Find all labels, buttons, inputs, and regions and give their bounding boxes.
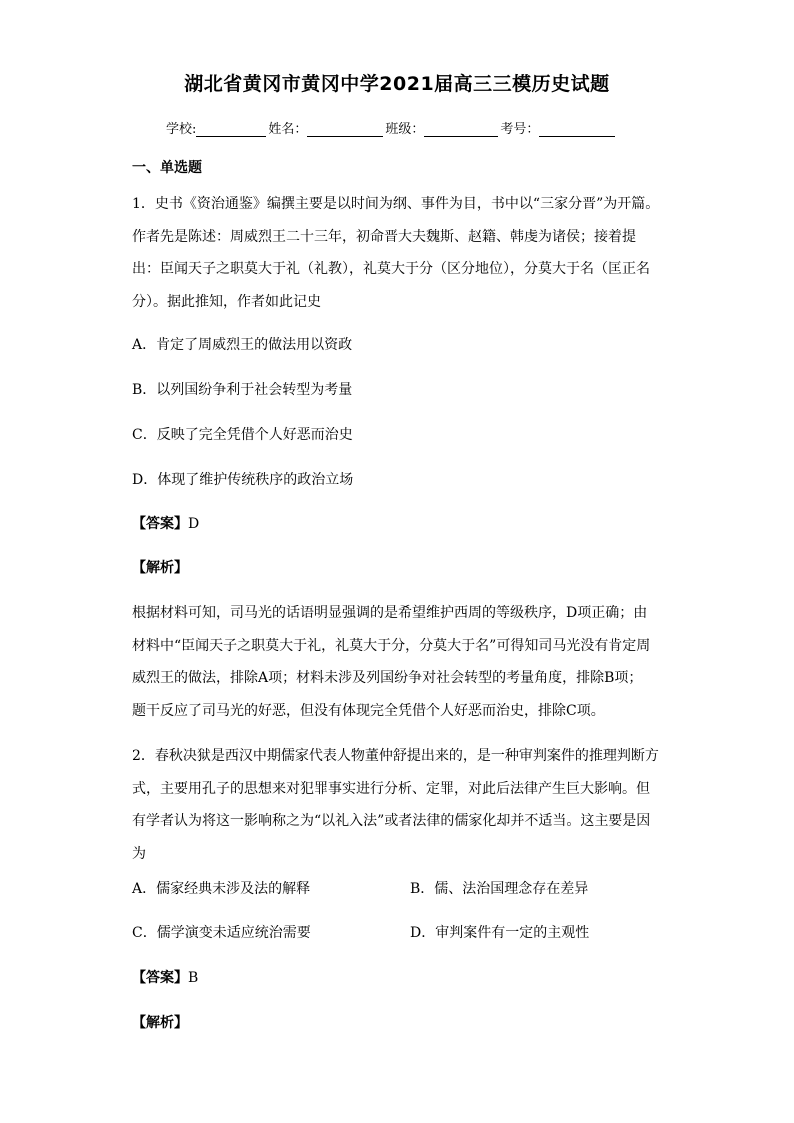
name-label: 姓名： [268,122,308,137]
q1-option-d[interactable]: D．体现了维护传统秩序的政治立场 [132,472,354,488]
answer-value: B [188,970,199,986]
q2-answer [132,967,198,987]
q1-stem-line: 作者先是陈述：周威烈王二十三年，初命晋大夫魏斯、赵籍、韩虔为诸侯；接着提 [132,228,636,245]
q2-analysis-tag: 【解析】 [132,1015,188,1031]
q1-stem [132,188,662,318]
q1-analysis-line: 材料中“臣闻天子之职莫大于礼，礼莫大于分，分莫大于名”可得知司马光没有肯定周 [132,637,651,654]
q1-analysis-line: 根据材料可知，司马光的话语明显强调的是希望维护西周的等级秩序，D项正确；由 [132,605,648,621]
q2-stem-line: 2．春秋决狱是西汉中期儒家代表人物董仲舒提出来的，是一种审判案件的推理判断方 [132,748,659,764]
q1-stem-line: 出：臣闻天子之职莫大于礼（礼教），礼莫大于分（区分地位），分莫大于名（匡正名 [132,261,650,277]
q2-stem-line: 有学者认为将这一影响称之为“以礼入法”或者法律的儒家化却并不适当。这主要是因 [132,813,651,829]
q2-stem [132,740,662,870]
exam-no-label: 考号： [500,122,540,137]
q1-analysis-line: 威烈王的做法，排除A项；材料未涉及列国纷争对社会转型的考量角度，排除B项； [132,670,643,686]
school-label: 学校: [166,122,197,137]
answer-tag: 【答案】 [132,970,188,986]
q2-option-b[interactable]: B．儒、法治国理念存在差异 [410,881,589,897]
q1-option-c[interactable]: C．反映了完全凭借个人好恶而治史 [132,427,353,443]
exam-no-blank[interactable] [539,123,615,137]
q2-stem-line: 式，主要用孔子的思想来对犯罪事实进行分析、定罪，对此后法律产生巨大影响。但 [132,780,650,797]
student-info-row [166,118,617,137]
q1-stem-line: 1．史书《资治通鉴》编撰主要是以时间为纲、事件为目，书中以“三家分晋”为开篇。 [132,196,660,212]
q1-analysis [132,597,662,727]
q1-analysis-tag: 【解析】 [132,560,188,576]
name-blank[interactable] [307,123,383,137]
q1-stem-line: 分）。据此推知，作者如此记史 [132,293,321,310]
q2-option-d[interactable]: D．审判案件有一定的主观性 [410,925,590,941]
page-title: 湖北省黄冈市黄冈中学2021届高三三模历史试题 [184,73,610,95]
q1-option-b[interactable]: B．以列国纷争利于社会转型为考量 [132,382,353,398]
section-title: 一、单选题 [132,160,202,176]
q1-answer [132,513,199,533]
q2-stem-line: 为 [132,845,146,862]
q2-option-a[interactable]: A．儒家经典未涉及法的解释 [132,881,311,897]
answer-tag: 【答案】 [132,516,188,532]
q2-option-c[interactable]: C．儒学演变未适应统治需要 [132,925,311,941]
class-blank[interactable] [424,123,498,137]
class-label: 班级： [385,122,425,137]
answer-value: D [188,516,200,532]
q1-option-a[interactable]: A．肯定了周威烈王的做法用以资政 [132,337,353,353]
school-blank[interactable] [196,123,266,137]
q1-analysis-line: 题干反应了司马光的好恶，但没有体现完全凭借个人好恶而治史，排除C项。 [132,702,605,719]
